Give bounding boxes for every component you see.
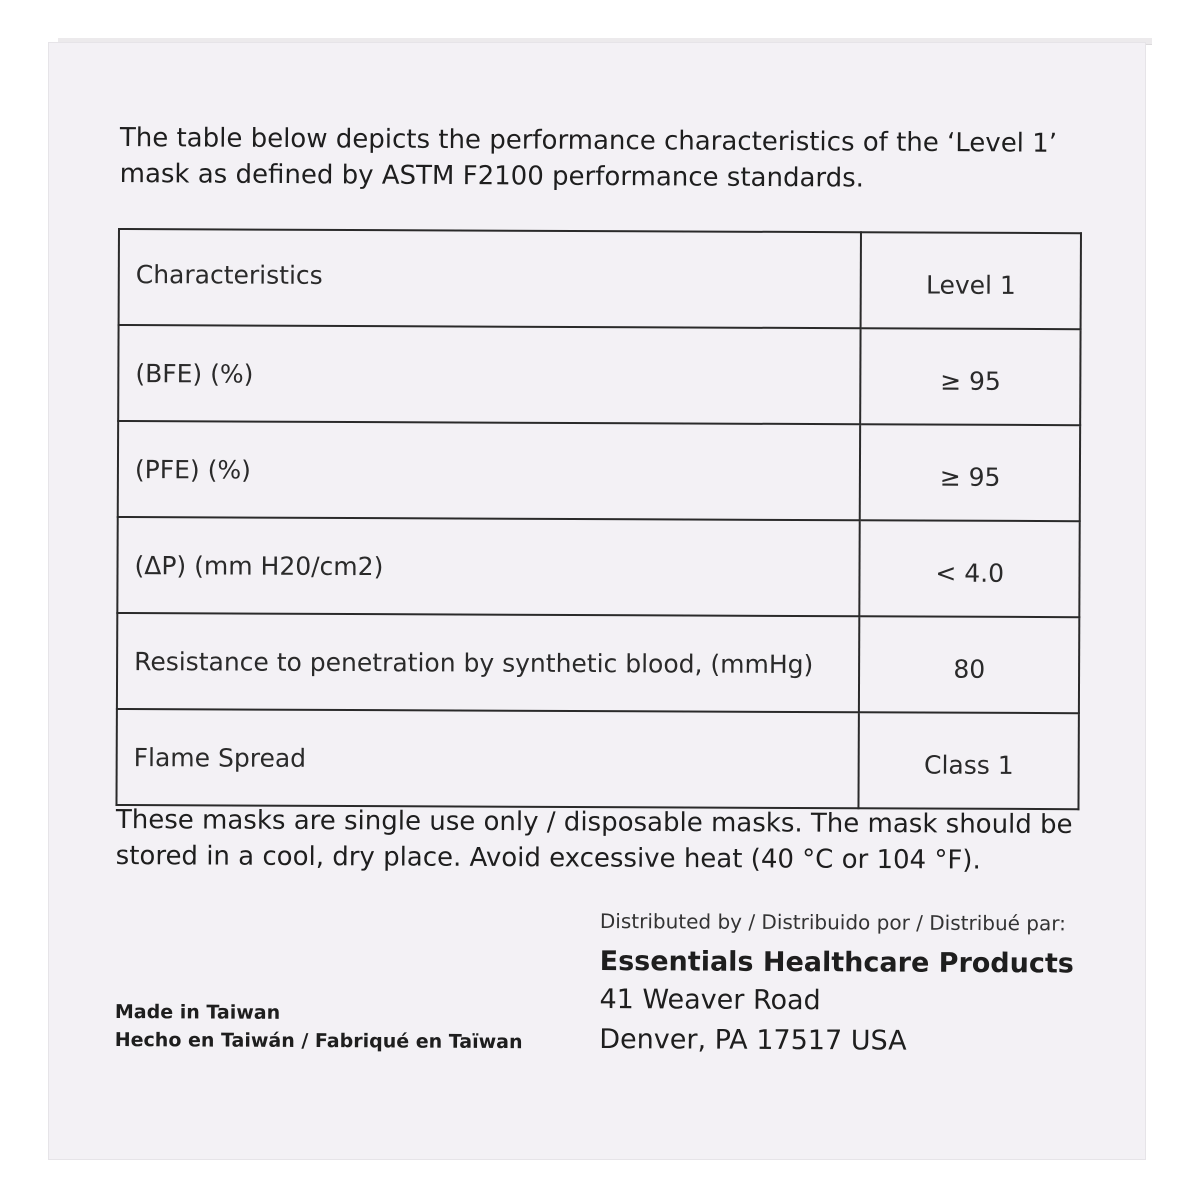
table-row	[118, 325, 1080, 425]
row-label: (ΔP) (mm H20/cm2)	[117, 517, 860, 616]
distributor-block	[599, 906, 1074, 1062]
table-row	[117, 613, 1079, 713]
made-in-line: Made in Taiwan	[114, 1000, 281, 1024]
table-row	[117, 517, 1079, 617]
row-value: ≥ 95	[861, 328, 1081, 425]
row-value: ≥ 95	[860, 424, 1080, 521]
address-street: 41 Weaver Road	[599, 983, 821, 1017]
performance-table	[115, 228, 1082, 810]
distributed-by-label: Distributed by / Distribuido por / Distribué par:	[599, 908, 1066, 936]
header-characteristics: Characteristics	[119, 229, 862, 328]
table-row	[116, 709, 1078, 809]
row-label: Flame Spread	[116, 709, 859, 808]
row-label: Resistance to penetration by synthetic blood, (mmHg)	[117, 613, 860, 712]
table-header-row	[119, 229, 1081, 329]
row-value: < 4.0	[860, 520, 1080, 617]
row-value: 80	[859, 616, 1079, 713]
row-label: (PFE) (%)	[118, 421, 861, 520]
intro-paragraph: The table below depicts the performance characteristics of the ‘Level 1’ mask as defined by ASTM F2100 performance standards.	[119, 122, 1058, 194]
made-in-translations: Hecho en Taiwán / Fabriqué en Taïwan	[114, 1028, 523, 1054]
header-level: Level 1	[861, 232, 1081, 329]
company-name: Essentials Healthcare Products	[599, 945, 1074, 980]
disposal-notice: These masks are single use only / disposable masks. The mask should be stored in a cool, dry place. Avoid excessive heat (40 °C or 104 °F).	[115, 804, 1073, 876]
row-value: Class 1	[859, 712, 1079, 809]
table-row	[118, 421, 1080, 521]
address-city: Denver, PA 17517 USA	[599, 1023, 907, 1057]
origin-block	[115, 998, 523, 1056]
row-label: (BFE) (%)	[118, 325, 861, 424]
